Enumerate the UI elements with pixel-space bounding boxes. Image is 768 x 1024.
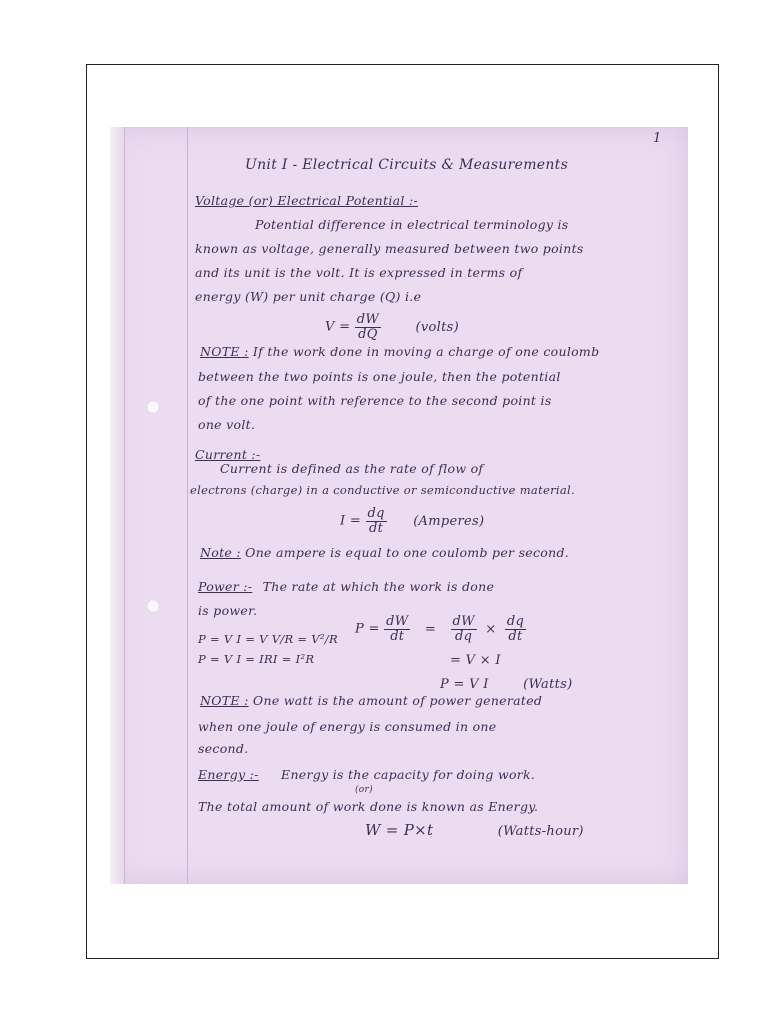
denominator: dt xyxy=(508,628,523,644)
equals-sign: = xyxy=(424,621,437,637)
formula: W = P×t xyxy=(365,821,434,839)
denominator: dt xyxy=(369,520,384,536)
current-heading: Current :- xyxy=(195,447,261,462)
margin-rule xyxy=(187,127,188,884)
voltage-formula xyxy=(325,313,459,341)
energy-or: (or) xyxy=(355,785,373,795)
note-label: NOTE : xyxy=(200,344,249,359)
power-line: The rate at which the work is done xyxy=(262,579,495,594)
formula-lhs: V = xyxy=(325,319,351,335)
power-heading: Power :- xyxy=(198,579,253,594)
voltage-line: energy (W) per unit charge (Q) i.e xyxy=(195,289,422,304)
energy-formula xyxy=(365,821,584,839)
energy-heading: Energy :- xyxy=(198,767,259,782)
power-left-eq: P = V I = V V/R = V²/R xyxy=(198,632,338,646)
numerator: dW xyxy=(452,614,475,629)
times-sign: × xyxy=(485,621,497,637)
note-line: when one joule of energy is consumed in one xyxy=(198,719,497,734)
numerator: dq xyxy=(367,506,385,521)
power-line: is power. xyxy=(198,603,258,618)
formula-lhs: P = xyxy=(355,621,380,637)
formula-lhs: I = xyxy=(340,513,362,529)
formula-unit: (Watts-hour) xyxy=(497,824,584,839)
voltage-heading: Voltage (or) Electrical Potential :- xyxy=(195,193,419,208)
numerator: dq xyxy=(506,614,525,629)
power-derivation xyxy=(355,615,526,643)
note-label: NOTE : xyxy=(200,693,249,708)
formula: P = V I xyxy=(440,677,489,692)
note-2 xyxy=(200,545,569,560)
note-text: One watt is the amount of power generated xyxy=(252,693,543,708)
energy-intro xyxy=(198,767,535,782)
voltage-line: known as voltage, generally measured between two points xyxy=(195,241,584,256)
formula-unit: (Amperes) xyxy=(413,513,485,529)
fraction xyxy=(505,615,526,643)
fraction xyxy=(451,615,477,643)
voltage-line: and its unit is the volt. It is expressed in terms of xyxy=(195,265,523,280)
note-label: Note : xyxy=(200,545,241,560)
denominator: dQ xyxy=(358,326,378,342)
power-intro xyxy=(198,579,494,594)
energy-line: The total amount of work done is known as Energy. xyxy=(198,799,539,814)
numerator: dW xyxy=(386,614,409,629)
note-text: One ampere is equal to one coulomb per second. xyxy=(245,545,570,560)
fraction xyxy=(384,615,410,643)
power-eq xyxy=(440,677,572,692)
note-text: If the work done in moving a charge of one coulomb xyxy=(252,344,600,359)
energy-line: Energy is the capacity for doing work. xyxy=(281,767,536,782)
note-line: of the one point with reference to the second point is xyxy=(198,393,552,408)
current-line: Current is defined as the rate of flow of xyxy=(220,461,484,476)
punch-hole xyxy=(146,599,160,613)
formula-unit: (volts) xyxy=(415,319,459,335)
voltage-line: Potential difference in electrical terminology is xyxy=(255,217,569,232)
page-number: 1 xyxy=(653,131,662,146)
formula-unit: (Watts) xyxy=(523,677,573,692)
note-line: second. xyxy=(198,741,249,756)
punch-hole xyxy=(146,400,160,414)
handwritten-notes-page xyxy=(110,127,688,884)
fraction xyxy=(366,507,387,535)
current-formula xyxy=(340,507,484,535)
fraction xyxy=(355,313,381,341)
power-left-eq: P = V I = IRI = I²R xyxy=(198,652,315,666)
denominator: dq xyxy=(455,628,473,644)
note-1 xyxy=(200,344,599,359)
page-binding-edge xyxy=(110,127,125,884)
denominator: dt xyxy=(390,628,405,644)
note-3 xyxy=(200,693,542,708)
numerator: dW xyxy=(356,312,380,327)
current-line: electrons (charge) in a conductive or semiconductive material. xyxy=(190,483,575,497)
page-title: Unit I - Electrical Circuits & Measurements xyxy=(245,157,569,173)
note-line: one volt. xyxy=(198,417,256,432)
note-line: between the two points is one joule, then the potential xyxy=(198,369,561,384)
power-eq: = V × I xyxy=(450,653,501,668)
